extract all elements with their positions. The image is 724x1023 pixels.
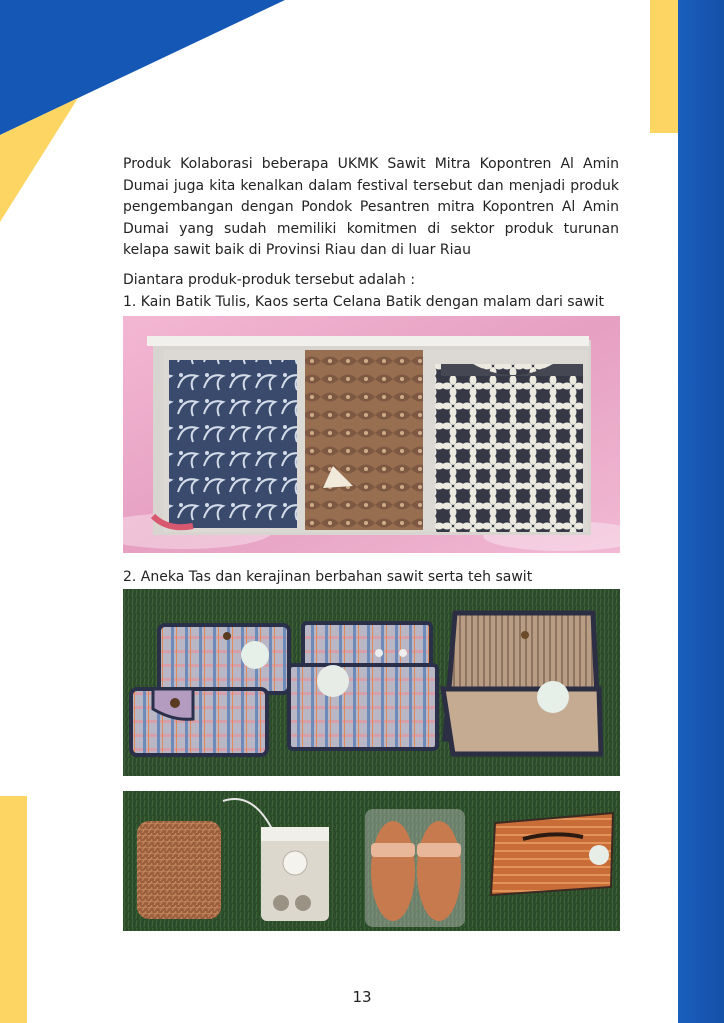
list-intro: Diantara produk-produk tersebut adalah :	[123, 272, 416, 288]
right-blue-bar	[678, 0, 724, 1023]
list-item-bags: 2. Aneka Tas dan kerajinan berbahan sawit serta teh sawit	[123, 569, 533, 585]
body-paragraph: Produk Kolaborasi beberapa UKMK Sawit Mitra Kopontren Al Amin Dumai juga kita kenalkan dalam festival tersebut dan menjadi produk pengembangan dengan Pondok Pesantren mitra Kopontren Al Amin Dumai yang sudah memiliki komitmen di sektor produk turunan kelapa sawit baik di Provinsi Riau dan di luar Riau	[123, 156, 619, 258]
list-item-batik: 1. Kain Batik Tulis, Kaos serta Celana Batik dengan malam dari sawit	[123, 294, 605, 310]
page-number: 13	[352, 988, 372, 1006]
crafts-tea-photo	[123, 791, 620, 931]
bags-photo	[123, 589, 620, 776]
right-yellow-bar	[650, 0, 678, 133]
batik-products-photo	[123, 316, 620, 553]
